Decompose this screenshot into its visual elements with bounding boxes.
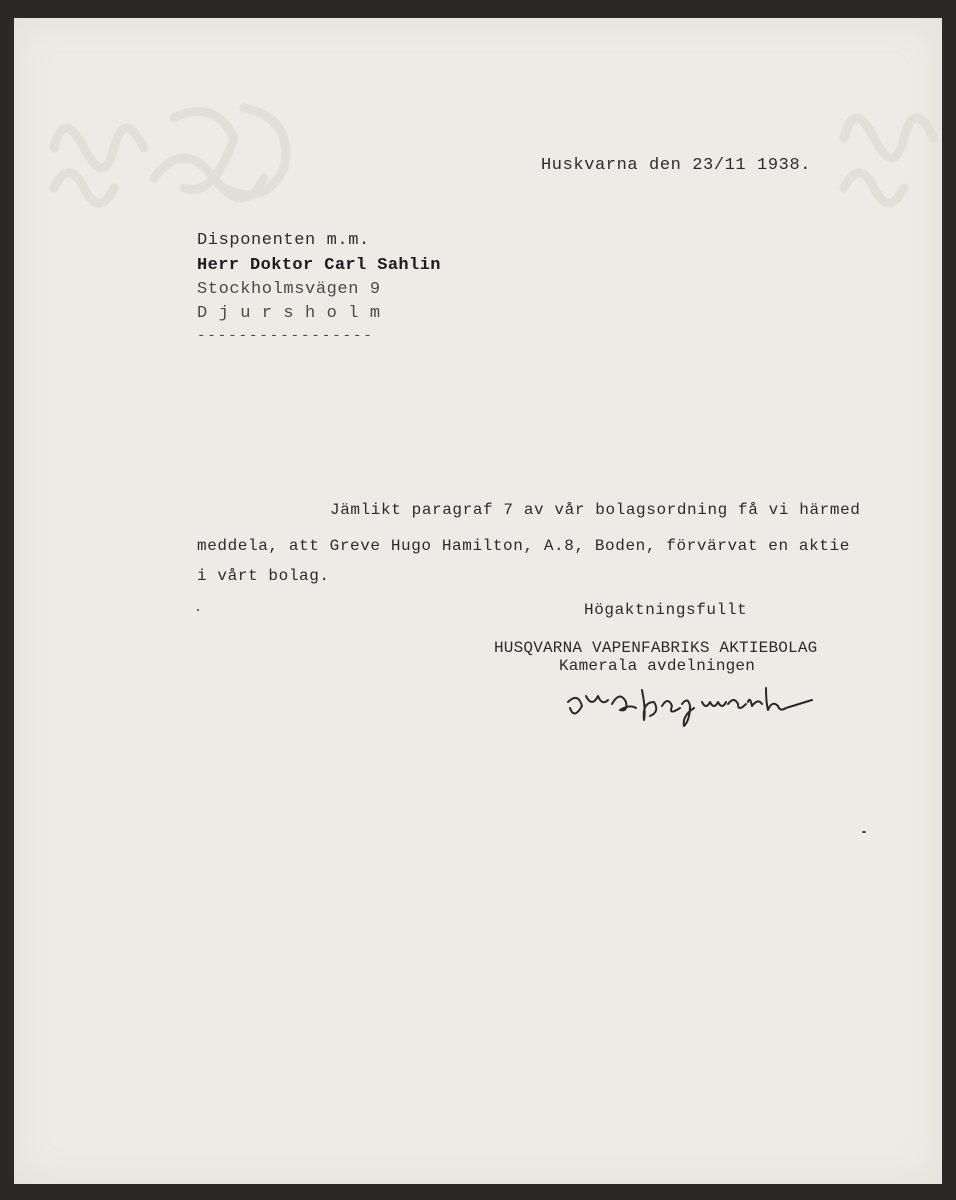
body-line: i vårt bolag. — [197, 567, 330, 585]
ink-speck — [197, 609, 199, 611]
ink-speck — [862, 831, 866, 833]
handwritten-signature — [562, 682, 822, 732]
watermark-logo-icon — [34, 78, 324, 218]
body-line: meddela, att Greve Hugo Hamilton, A.8, Boden, förvärvat en aktie — [197, 537, 850, 555]
recipient-underline: ----------------- — [197, 328, 374, 344]
recipient-title: Disponenten m.m. — [197, 231, 370, 250]
closing: Högaktningsfullt — [584, 601, 748, 619]
company-name: HUSQVARNA VAPENFABRIKS AKTIEBOLAG — [494, 639, 818, 657]
department: Kamerala avdelningen — [559, 657, 756, 675]
place-date: Huskvarna den 23/11 1938. — [541, 156, 812, 175]
recipient-name: Herr Doktor Carl Sahlin — [197, 256, 441, 275]
recipient-street: Stockholmsvägen 9 — [197, 280, 381, 299]
recipient-city: D j u r s h o l m — [197, 304, 381, 323]
letter-page — [14, 18, 942, 1184]
body-line: Jämlikt paragraf 7 av vår bolagsordning få vi härmed — [330, 501, 861, 519]
watermark-logo-icon — [824, 78, 944, 218]
